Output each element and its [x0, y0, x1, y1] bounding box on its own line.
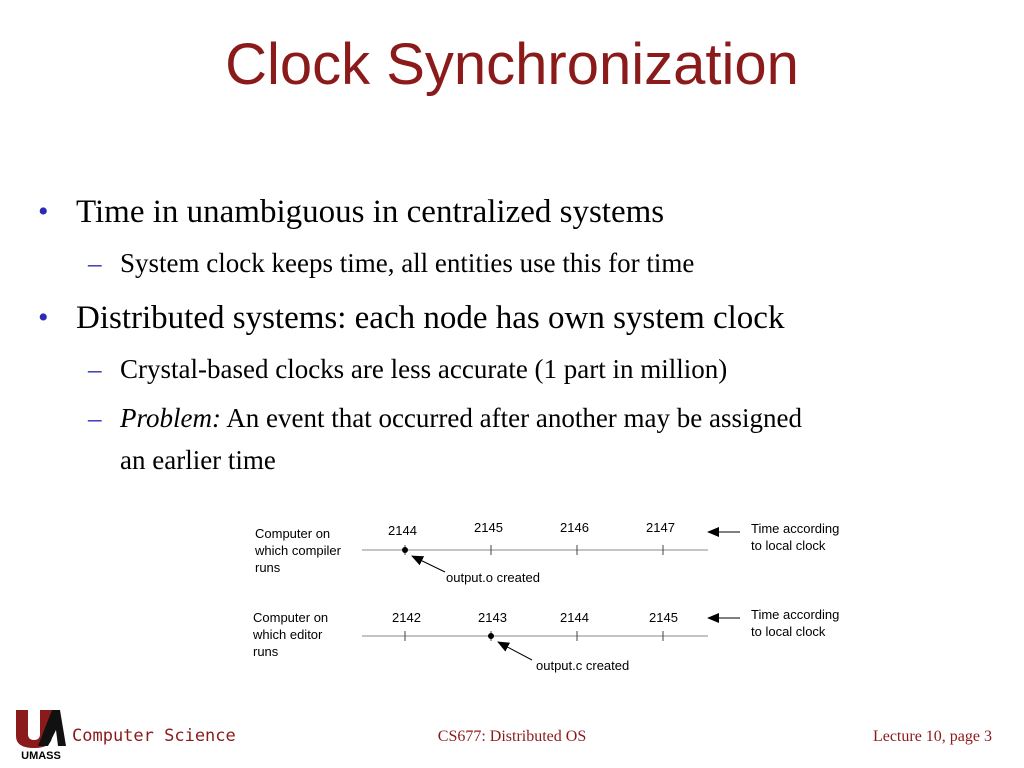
problem-text-line2: an earlier time	[120, 445, 276, 475]
machine-2-label-2: which editor	[253, 627, 323, 642]
footer-page: Lecture 10, page 3	[872, 728, 992, 745]
tick-label: 2144	[388, 523, 417, 538]
compiler-machine	[254, 520, 839, 585]
event-dot	[402, 547, 408, 553]
event-dot	[488, 633, 494, 639]
tick-label: 2146	[560, 520, 589, 535]
time-label-2: to local clock	[751, 624, 826, 639]
sub-bullet-dash: –	[88, 403, 102, 433]
tick-label: 2145	[649, 610, 678, 625]
machine-1-label-3: runs	[255, 560, 281, 575]
tick-label: 2145	[474, 520, 503, 535]
footer-department: Computer Science	[72, 726, 236, 746]
problem-label: Problem:	[120, 403, 221, 433]
event-arrow	[412, 556, 445, 572]
time-label-1: Time according	[751, 607, 840, 622]
machine-2-label-3: runs	[253, 644, 279, 659]
machine-1-label-1: Computer on	[255, 526, 331, 541]
sub-bullet-2-2-text	[120, 401, 802, 435]
event-label: output.c created	[536, 658, 630, 673]
bullet-dot: •	[38, 195, 49, 228]
sub-bullet-dash: –	[88, 354, 102, 384]
bullet-dot: •	[38, 301, 49, 334]
event-label: output.o created	[446, 570, 540, 585]
time-label-2: to local clock	[751, 538, 826, 553]
sub-bullet-1-1-text: System clock keeps time, all entities use this for time	[120, 248, 695, 278]
tick-label: 2147	[646, 520, 675, 535]
event-arrow	[498, 642, 532, 660]
bullet-1-text: Time in unambiguous in centralized systems	[76, 194, 665, 230]
editor-machine	[252, 607, 839, 673]
sub-bullet-dash: –	[88, 248, 102, 278]
sub-bullet-2-1-text: Crystal-based clocks are less accurate (1 part in million)	[120, 354, 728, 384]
footer-course: CS677: Distributed OS	[437, 728, 587, 745]
bullet-2-text: Distributed systems: each node has own system clock	[76, 300, 785, 336]
clock-diagram	[240, 510, 880, 690]
time-label-1: Time according	[751, 521, 840, 536]
tick-label: 2144	[560, 610, 589, 625]
tick-label: 2143	[478, 610, 507, 625]
problem-text-line1: An event that occurred after another may be assigned	[220, 403, 802, 433]
machine-1-label-2: which compiler	[255, 543, 341, 558]
logo-text: UMASS	[21, 750, 61, 760]
tick-label: 2142	[392, 610, 421, 625]
machine-2-label-1: Computer on	[253, 610, 329, 625]
slide-title: Clock Synchronization	[225, 32, 799, 97]
